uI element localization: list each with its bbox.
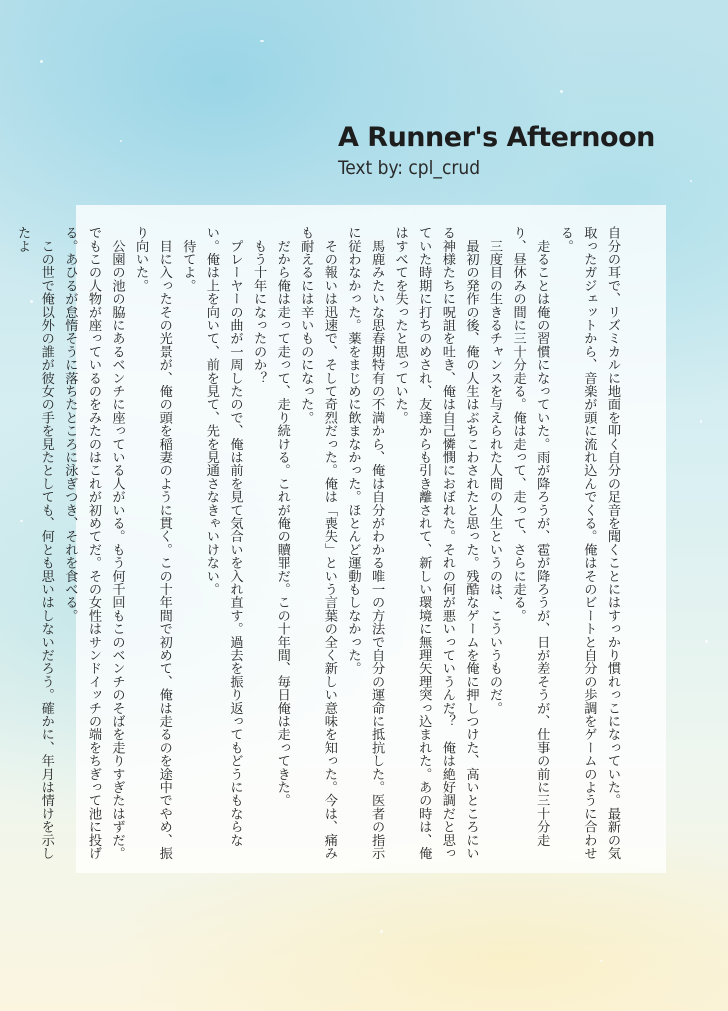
story-paragraph: その報いは迅速で、そして奇烈だった。俺は「喪失」という言葉の全く新しい意味を知った。今は、痛みも耐えるには辛いものになった。 — [298, 226, 337, 860]
paint-speck — [40, 60, 43, 63]
story-paragraph: もう十年になったのか？ — [251, 226, 267, 385]
paint-speck — [120, 140, 122, 142]
story-paragraph: この世で俺以外の誰が彼女の手を見たとしても、何とも思いはしないだろう。確かに、年月は情けを示したよ — [15, 226, 54, 860]
paint-speck — [705, 640, 708, 643]
story-title: A Runner's Afternoon — [338, 122, 655, 153]
title-block — [338, 122, 655, 179]
paint-speck — [380, 930, 383, 933]
story-paragraph: 待てよ。 — [180, 226, 196, 292]
paint-speck — [690, 180, 692, 182]
story-paragraph: プレーヤーの曲が一周したので、俺は前を見て気合いを入れ直す。過去を振り返ってもどうにもならない。俺は上を向いて、前を見て、先を見通さなきゃいけない。 — [203, 226, 243, 847]
paint-speck — [600, 960, 602, 962]
paint-speck — [560, 90, 563, 93]
story-paragraph: 馬鹿みたいな思春期特有の不満から、俺は自分がわかる唯一の方法で自分の運命に抵抗した。医者の指示に従わなかった。薬をまじめに飲まなかった。ほとんど運動もしなかった。 — [345, 226, 385, 860]
story-body — [11, 226, 624, 866]
story-paragraph: 目に入ったその光景が、俺の頭を稲妻のように貫く。この十年間で初めて、俺は走るのを途中でやめ、振り向いた。 — [133, 226, 172, 860]
story-paragraph: 走ることは俺の習慣になっていた。雨が降ろうが、雹が降ろうが、日が差そうが、仕事の前に三十分走り、昼休みの間に三十分走る。俺は走って、走って、さらに走る。 — [510, 226, 550, 847]
author-byline: Text by: cpl_crud — [338, 157, 481, 179]
story-paragraph: 三度目の生きるチャンスを与えられた人間の人生というのは、こういうものだ。 — [487, 226, 503, 715]
story-paragraph: 自分の耳で、リズミカルに地面を叩く自分の足音を聞くことにはすっかり慣れっこになっていた。最新の気取ったガジェットから、音楽が頭に流れ込んでくる。俺はそのビートと自分の歩調をゲームのように合わせる。 — [557, 226, 620, 860]
paint-speck — [260, 40, 264, 42]
story-paragraph: 公園の池の脇にあるベンチに座っている人がいる。もう何千回もこのベンチのそばを走りすぎたはずだ。でもこの人物が座っているのをみたのはこれが初めてだ。その女性はサンドイッチの端をちぎって池に投げる。あひるが怠惰そうに落ちたところに泳ぎつき、それを食べる。 — [62, 226, 125, 860]
story-paragraph: 最初の発作の後、俺の人生はぶちこわされたと思った。残酷なゲームを俺に押しつけた、高いところにいる神様たちに呪詛を吐き、俺は自己憐憫におぼれた。それの何が悪いっていうんだ？ 俺は絶好調だと思っていた時期に打ちのめされ、友達からも引き離されて、新しい環境に無理矢理突っ込まれた。あの時は、俺はすべてを失ったと思っていた。 — [392, 226, 479, 860]
story-paragraph: だから俺は走って走って、走り続ける。これが俺の贖罪だ。この十年間、毎日俺は走ってきた。 — [274, 226, 290, 807]
paint-speck — [700, 420, 702, 423]
